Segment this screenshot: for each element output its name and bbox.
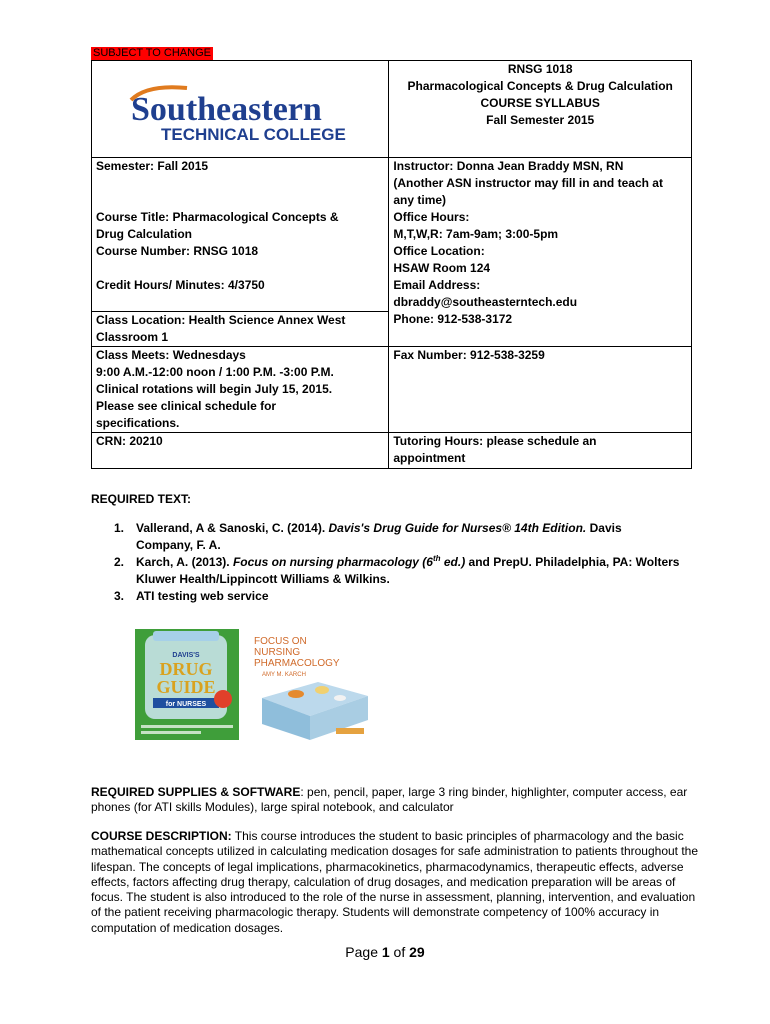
required-text-list: [91, 520, 681, 605]
phone: Phone: 912-538-3172: [393, 312, 513, 326]
svg-text:DRUG: DRUG: [159, 659, 213, 679]
svg-text:AMY M. KARCH: AMY M. KARCH: [262, 672, 306, 678]
office-location: HSAW Room 124: [393, 261, 491, 275]
course-description-label: COURSE DESCRIPTION:: [91, 829, 232, 843]
svg-text:PHARMACOLOGY: PHARMACOLOGY: [254, 658, 340, 669]
nursing-pharmacology-book-cover: [248, 632, 376, 748]
list-item: [91, 520, 681, 554]
tutoring-cell: [389, 433, 692, 469]
clinical-rotations-line2: Please see clinical schedule for: [96, 399, 277, 413]
tutoring-hours-line2: appointment: [393, 451, 466, 465]
ref-edition: ed.): [440, 555, 466, 569]
logo-cell: [92, 61, 389, 158]
credit-hours: Credit Hours/ Minutes: 4/3750: [96, 278, 265, 292]
class-location-line2: Classroom 1: [96, 330, 169, 344]
course-code: RNSG 1018: [507, 62, 573, 76]
total-pages: 29: [409, 944, 425, 960]
crn: CRN: 20210: [96, 434, 163, 448]
class-meets-line1: Class Meets: Wednesdays: [96, 348, 246, 362]
svg-text:GUIDE: GUIDE: [156, 677, 216, 697]
ref-publisher: and PrepU. Philadelphia, PA: Wolters Kluwer Health/Lippincott Williams & Wilkins.: [136, 555, 680, 586]
tutoring-hours-line1: Tutoring Hours: please schedule an: [393, 434, 597, 448]
email-label: Email Address:: [393, 278, 481, 292]
fax-number: Fax Number: 912-538-3259: [393, 348, 545, 362]
logo-word-southeastern: Southeastern: [131, 91, 322, 128]
office-hours-label: Office Hours:: [393, 210, 470, 224]
instructor-cell: [389, 158, 692, 347]
subject-to-change-banner: SUBJECT TO CHANGE: [93, 47, 211, 59]
semester-heading: Fall Semester 2015: [486, 113, 595, 127]
svg-text:NURSING: NURSING: [254, 647, 301, 658]
document-title: COURSE SYLLABUS: [480, 96, 600, 110]
course-description-text: This course introduces the student to basic principles of pharmacology and the basic mathematical concepts utilized in calculating medication dosages for safe administration to patients throughout the lifespan. The concepts of legal implications, pharmacokinetics, pharmacodynamics, therapeutic effects, adverse effects, factors affecting drug therapy, calculation of drug dosages, and medication preparation will be areas of focus. The student is also introduced to the role of the nurse in assessment, planning, intervention, and evaluation of the patient receiving pharmacologic therapy. Students will demonstrate competency of 100% accuracy in computation of medication dosages.: [91, 829, 699, 935]
required-text-heading: REQUIRED TEXT:: [91, 492, 192, 506]
list-number: 1.: [114, 521, 125, 535]
list-item: [91, 588, 681, 605]
list-item: [91, 554, 681, 588]
course-info-table: [91, 60, 692, 469]
required-supplies-text: : pen, pencil, paper, large 3 ring binder, highlighter, computer access, ear phones (for ATI skills Modules), large spiral notebook, and calculator: [91, 785, 688, 815]
instructor-note-1: (Another ASN instructor may fill in and teach at: [393, 176, 663, 190]
instructor-note-2: any time): [393, 193, 447, 207]
crn-cell: [92, 433, 389, 469]
class-location-line1: Class Location: Health Science Annex West: [96, 313, 346, 327]
instructor: Instructor: Donna Jean Braddy MSN, RN: [393, 159, 624, 173]
course-name: Pharmacological Concepts & Drug Calculation: [407, 79, 673, 93]
page-of: of: [389, 944, 410, 960]
current-page: 1: [381, 944, 390, 960]
class-meets-cell: [92, 347, 389, 433]
office-location-label: Office Location:: [393, 244, 485, 258]
list-number: 3.: [114, 589, 125, 603]
required-supplies: [91, 785, 701, 816]
drug-guide-book-cover: [135, 629, 239, 740]
email-address: dbraddy@southeasterntech.edu: [393, 295, 578, 309]
college-logo-graphic: [127, 82, 357, 146]
svg-text:for NURSES: for NURSES: [165, 701, 207, 708]
drug-guide-cover-graphic: [135, 629, 239, 740]
clinical-rotations-line1: Clinical rotations will begin July 15, 2015.: [96, 382, 333, 396]
course-title-line2: Drug Calculation: [96, 227, 193, 241]
course-title-line1: Course Title: Pharmacological Concepts &: [96, 210, 339, 224]
semester-cell: [92, 158, 389, 312]
fax-cell: [389, 347, 692, 433]
course-number: Course Number: RNSG 1018: [96, 244, 259, 258]
svg-text:DAVIS'S: DAVIS'S: [172, 652, 200, 659]
logo-word-technical-college: TECHNICAL COLLEGE: [161, 125, 346, 144]
ref-author: ATI testing web service: [136, 589, 269, 603]
ref-author: Karch, A. (2013).: [136, 555, 233, 569]
page-label: Page: [345, 944, 382, 960]
required-supplies-label: REQUIRED SUPPLIES & SOFTWARE: [91, 785, 301, 799]
course-description: [91, 829, 701, 936]
ref-author: Vallerand, A & Sanoski, C. (2014).: [136, 521, 329, 535]
college-logo: [127, 82, 357, 146]
office-hours: M,T,W,R: 7am-9am; 3:00-5pm: [393, 227, 559, 241]
ref-edition-sup: th: [432, 554, 441, 563]
ref-publisher: Davis Company, F. A.: [136, 521, 622, 552]
class-location-cell: [92, 312, 389, 347]
semester: Semester: Fall 2015: [96, 159, 209, 173]
course-header-cell: [389, 61, 692, 158]
class-meets-line2: 9:00 A.M.-12:00 noon / 1:00 P.M. -3:00 P.M.: [96, 365, 334, 379]
page-number: [0, 944, 770, 960]
ref-title: Davis's Drug Guide for Nurses® 14th Edition.: [328, 521, 587, 535]
ref-title: Focus on nursing pharmacology (6: [232, 555, 433, 569]
pharmacology-cover-graphic: [248, 632, 376, 748]
svg-text:FOCUS ON: FOCUS ON: [254, 636, 307, 647]
clinical-rotations-line3: specifications.: [96, 416, 180, 430]
list-number: 2.: [114, 555, 125, 569]
